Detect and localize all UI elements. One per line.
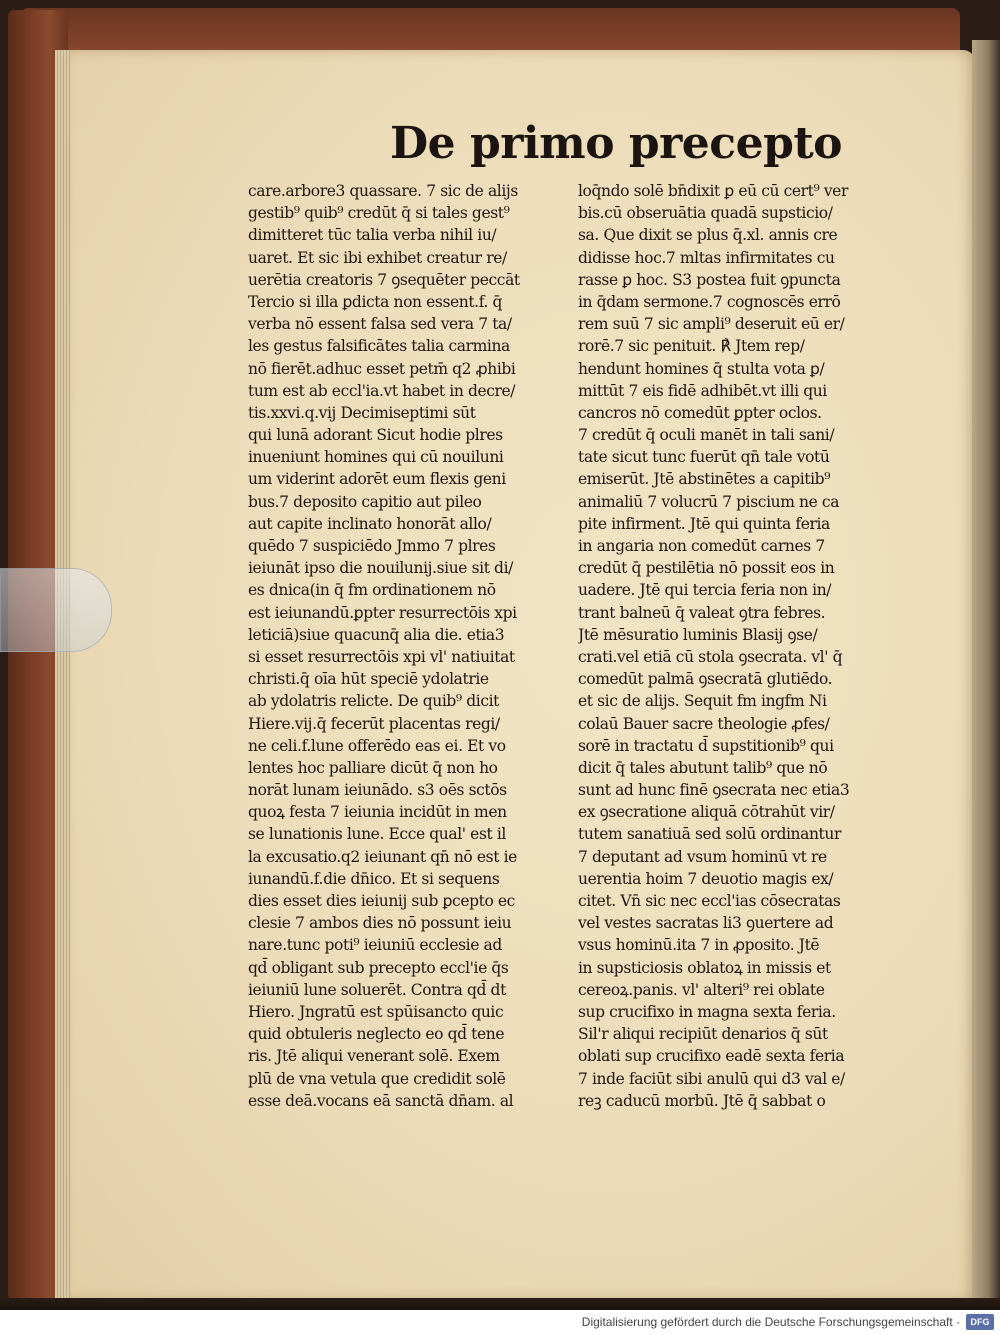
page-clip (0, 568, 112, 652)
text-line: tis.xxvi.q.vij Decimiseptimi sūt (248, 403, 476, 422)
text-line: est ieiunandū.ꝑpter resurrectōis xpi (248, 603, 517, 622)
text-line: care.arbore3 quassare. 7 sic de alijs (248, 182, 518, 200)
text-line: sunt ad hunc finē ꝯsecrata nec etia3 (578, 781, 850, 800)
text-line: tum est ab eccl'ia.vt habet in decre/ (248, 381, 516, 400)
text-line: in supsticiosis oblatoꝝ in missis et (578, 958, 831, 977)
text-line: 7 credūt q̄ oculi manēt in tali sani/ (578, 426, 835, 445)
text-line: hendunt homines q̄ stulta vota ꝑ/ (578, 359, 825, 378)
text-line: rem suū 7 sic ampli⁹ deseruit eū er/ (578, 315, 845, 334)
text-line: rasse ꝑ hoc. S3 postea fuit ꝯpuncta (578, 270, 841, 289)
text-line: ris. Jtē aliqui venerant solē. Exem (248, 1047, 500, 1066)
text-line: 7 inde faciūt sibi anulū qui d3 val e/ (578, 1069, 845, 1088)
text-line: sorē in tractatu d̄ supstitionib⁹ qui (578, 736, 834, 755)
text-line: es dnica(in q̄ fm ordinationem nō (248, 581, 496, 600)
text-line: in angaria non comedūt carnes 7 (578, 537, 825, 555)
text-line: oblati sup crucifixo eadē sexta feria (578, 1047, 845, 1066)
text-line: leticiā)siue quacunq̄ alia die. etia3 (248, 625, 505, 644)
text-line: les gestus falsificātes talia carmina (248, 337, 510, 356)
dfg-logo: DFG (966, 1314, 994, 1330)
text-line: sup crucifixo in magna sexta feria. (578, 1002, 836, 1021)
text-line: bis.cū obseruātia quadā supsticio/ (578, 204, 833, 223)
text-line: emiserūt. Jtē abstinētes a capitib⁹ (578, 470, 831, 489)
text-line: um viderint adorēt eum flexis geni (248, 470, 506, 489)
text-line: Sil'r aliqui recipiūt denarios q̄ sūt (578, 1025, 828, 1044)
text-line: lentes hoc palliare dicūt q̄ non ho (248, 758, 498, 777)
text-line: comedūt palmā ꝯsecratā glutiēdo. (578, 670, 833, 689)
text-line: ex ꝯsecratione aliquā cōtrahūt vir/ (578, 803, 835, 822)
text-line: uerentia hoim 7 deuotio magis ex/ (578, 869, 834, 888)
text-line: crati.vel etiā cū stola ꝯsecrata. vl' q̄ (578, 647, 843, 666)
text-line: citet. Vn̄ sic nec eccl'ias cōsecratas (578, 892, 841, 910)
adjacent-page-edge (972, 40, 1000, 1310)
text-line: 7 deputant ad vsum hominū vt re (578, 847, 827, 866)
text-line: verba nō essent falsa sed vera 7 ta/ (248, 315, 512, 334)
text-line: qui lunā adorant Sicut hodie plres (248, 426, 503, 445)
text-line: qd̄ obligant sub precepto eccl'ie q̄s (248, 958, 509, 977)
text-line: et sic de alijs. Sequit fm ingfm Ni (578, 692, 827, 711)
text-line: loq̄ndo solē bn̄dixit ꝑ eū cū cert⁹ ver (578, 182, 848, 200)
footer-credit: Digitalisierung gefördert durch die Deutsche Forschungsgemeinschaft · (581, 1315, 960, 1329)
text-line: clesie 7 ambos dies nō possunt ieiu (248, 914, 512, 933)
left-text-column (248, 180, 578, 1112)
text-line: nō fierēt.adhuc esset petm̄ q2 ꝓhibi (248, 359, 516, 378)
text-line: vsus hominū.ita 7 in ꝓposito. Jtē (578, 936, 820, 955)
text-line: didisse hoc.7 mltas infirmitates cu (578, 248, 835, 267)
text-line: iunandū.f.die dn̄ico. Et si sequens (248, 869, 500, 888)
text-line: mittūt 7 eis fidē adhibēt.vt illi qui (578, 381, 827, 400)
text-line: Jtē mēsuratio luminis Blasij ꝯse/ (578, 625, 818, 644)
text-line: reꝫ caducū morbū. Jtē q̄ sabbat o (578, 1091, 826, 1110)
text-line: si esset resurrectōis xpi vl' natiuitat (248, 647, 515, 666)
text-line: colaū Bauer sacre theologie ꝓfes/ (578, 714, 830, 733)
text-line: uerētia creatoris 7 ꝯsequēter peccāt (248, 270, 520, 289)
text-line: in q̄dam sermone.7 cognoscēs errō (578, 292, 841, 311)
text-line: credūt q̄ pestilētia nō possit eos in (578, 559, 835, 578)
text-line: inueniunt homines qui cū nouiluni (248, 448, 504, 467)
text-line: vel vestes sacratas li3 ꝯuertere ad (578, 914, 834, 933)
text-line: gestib⁹ quib⁹ credūt q̄ si tales gest⁹ (248, 204, 510, 223)
text-line: ieiunāt ipso die nouilunij.siue sit di/ (248, 559, 513, 578)
text-line: uaret. Et sic ibi exhibet creatur re/ (248, 248, 507, 267)
text-line: dicit q̄ tales abutunt talib⁹ que nō (578, 758, 828, 777)
text-line: la excusatio.q2 ieiunant qn̄ nō est ie (248, 847, 517, 866)
text-line: quēdo 7 suspiciēdo Jmmo 7 plres (248, 537, 496, 555)
text-line: quoꝝ festa 7 ieiunia incidūt in men (248, 803, 507, 822)
text-line: dimitteret tūc talia verba nihil iu/ (248, 226, 497, 245)
text-line: christi.q̄ oīa hūt speciē ydolatrie (248, 670, 489, 689)
text-line: pite infirment. Jtē qui quinta feria (578, 514, 830, 533)
text-line: bus.7 deposito capitio aut pileo (248, 492, 482, 511)
text-line: plū de vna vetula que credidit solē (248, 1069, 506, 1088)
text-line: trant balneū q̄ valeat ꝯtra febres. (578, 603, 826, 622)
text-line: cereoꝝ.panis. vl' alteri⁹ rei oblate (578, 980, 825, 999)
footer-bar (0, 1310, 1000, 1335)
text-line: esse deā.vocans eā sanctā dn̄am. al (248, 1091, 514, 1110)
text-line: Hiere.vij.q̄ fecerūt placentas regi/ (248, 714, 500, 733)
text-line: cancros nō comedūt ꝑpter oclos. (578, 403, 822, 422)
text-line: se lunationis lune. Ecce qual' est il (248, 825, 506, 844)
text-line: Tercio si illa ꝑdicta non essent.f. q̄ (248, 292, 503, 311)
text-line: aut capite inclinato honorāt allo/ (248, 514, 492, 533)
book-bottom-edge (0, 1298, 1000, 1310)
text-line: dies esset dies ieiunij sub ꝑcepto ec (248, 892, 515, 910)
text-line: nare.tunc poti⁹ ieiuniū ecclesie ad (248, 936, 502, 955)
text-line: tutem sanatiuā sed solū ordinantur (578, 825, 841, 844)
text-line: animaliū 7 volucrū 7 piscium ne ca (578, 492, 840, 511)
page-heading: De primo precepto (390, 118, 843, 169)
text-line: norāt lunam ieiunādo. s3 oēs sctōs (248, 781, 507, 800)
text-line: Hiero. Jngratū est spūisancto quic (248, 1002, 504, 1021)
text-line: tate sicut tunc fuerūt qn̄ tale votū (578, 448, 830, 467)
text-line: ieiuniū lune soluerēt. Contra qd̄ dt (248, 980, 506, 999)
text-line: rorē.7 sic penituit. ℟ Jtem rep/ (578, 337, 805, 356)
text-line: ab ydolatris relicte. De quib⁹ dicit (248, 692, 500, 711)
text-line: quid obtuleris neglecto eo qd̄ tene (248, 1025, 505, 1044)
right-text-column (578, 180, 908, 1112)
text-line: ne celi.f.lune offerēdo eas ei. Et vo (248, 736, 506, 755)
text-line: uadere. Jtē qui tercia feria non in/ (578, 581, 832, 600)
text-line: sa. Que dixit se plus q̄̄.xl. annis cre (578, 226, 838, 245)
